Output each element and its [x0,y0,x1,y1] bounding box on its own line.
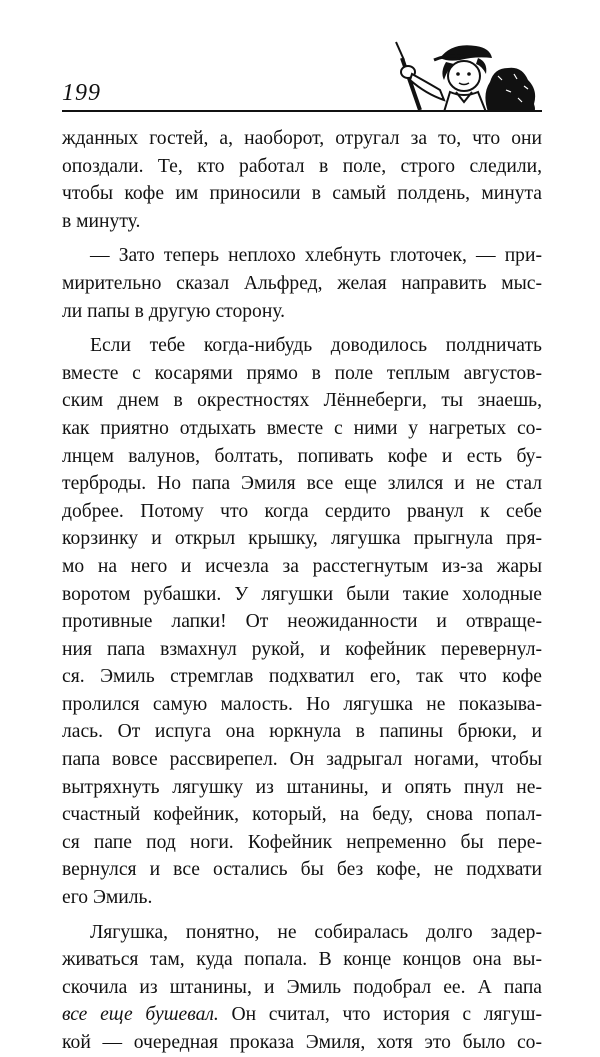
text-line [62,1001,542,1029]
paragraph [62,242,542,325]
text-line: противные лапки! От неожиданности и отвраще- [62,611,542,633]
paragraph [62,125,542,235]
text-line: Лягушка, понятно, не собиралась долго задер- [90,921,542,943]
text-line: вытряхнуть лягушку из штанины, и опять пнул не- [62,776,542,798]
text-line: жданных гостей, а, наоборот, отругал за то, что они [62,128,542,149]
text-line: — Зато теперь неплохо хлебнуть глоточек, — при- [90,245,542,267]
page-number: 199 [62,80,101,106]
text-line: как приятно отдыхать вместе с ними у нагретых со- [62,417,542,439]
text-line: счастный кофейник, который, на беду, снова попал- [62,804,542,826]
text-line: лась. От испуга она юркнула в папины брюки, и [62,721,542,743]
page-header [0,0,600,116]
text-line: ли папы в другую сторону. [62,300,286,322]
boy-with-stick-illustration-icon [378,38,542,112]
text-line: ния папа взмахнул рукой, и кофейник перевернул- [62,638,542,660]
text-line: в минуту. [62,210,141,232]
text-line: терброды. Но папа Эмиля все еще злился и не стал [62,473,542,495]
text-line: скочила из штанины, и Эмиль подобрал ее. А папа [62,976,542,998]
text-line: папа вовсе рассвирепел. Он задрыгал ногами, чтобы [62,749,542,771]
text-line: его Эмиль. [62,887,153,909]
text-line: корзинку и открыл крышку, лягушка прыгнула пря- [62,528,542,550]
text-line: вернулся и все остались бы без кофе, не подхвати [62,859,542,881]
text-line: ся. Эмиль стремглав подхватил его, так что кофе [62,666,542,688]
paragraph [62,332,542,911]
page-text [62,125,542,1057]
text-line: кой — очередная проказа Эмиля, хотя это было со- [62,1032,542,1053]
text-line: вместе с косарями прямо в поле теплым августов- [62,362,542,384]
text-line: добрее. Потому что когда сердито рванул к себе [62,500,542,522]
text-line: пролился самую малость. Но лягушка не показыва- [62,693,542,715]
text-line: мо на него и исчезла за расстегнутым из-за жары [62,555,542,577]
text-line: ся папе под ноги. Кофейник непременно бы пере- [62,831,542,853]
italic-text: все еще бушевал. [62,1004,219,1026]
text-line: ским днем в окрестностях Лённеберги, ты знаешь, [62,390,542,412]
text-fragment: Он считал, что история с лягуш- [218,1004,542,1026]
header-rule [62,110,542,112]
text-line: живаться там, куда попала. В конце концов она вы- [62,949,542,971]
text-line: мирительно сказал Альфред, желая направить мыс- [62,272,542,294]
text-line: воротом рубашки. У лягушки были такие холодные [62,583,542,605]
text-line: Если тебе когда-нибудь доводилось полдничать [90,335,542,357]
text-line: опоздали. Те, кто работал в поле, строго следили, [62,155,542,177]
paragraph [62,919,542,1057]
text-line: лнцем валунов, болтать, попивать кофе и есть бу- [62,445,542,467]
text-line: чтобы кофе им приносили в самый полдень, минута [62,183,542,205]
